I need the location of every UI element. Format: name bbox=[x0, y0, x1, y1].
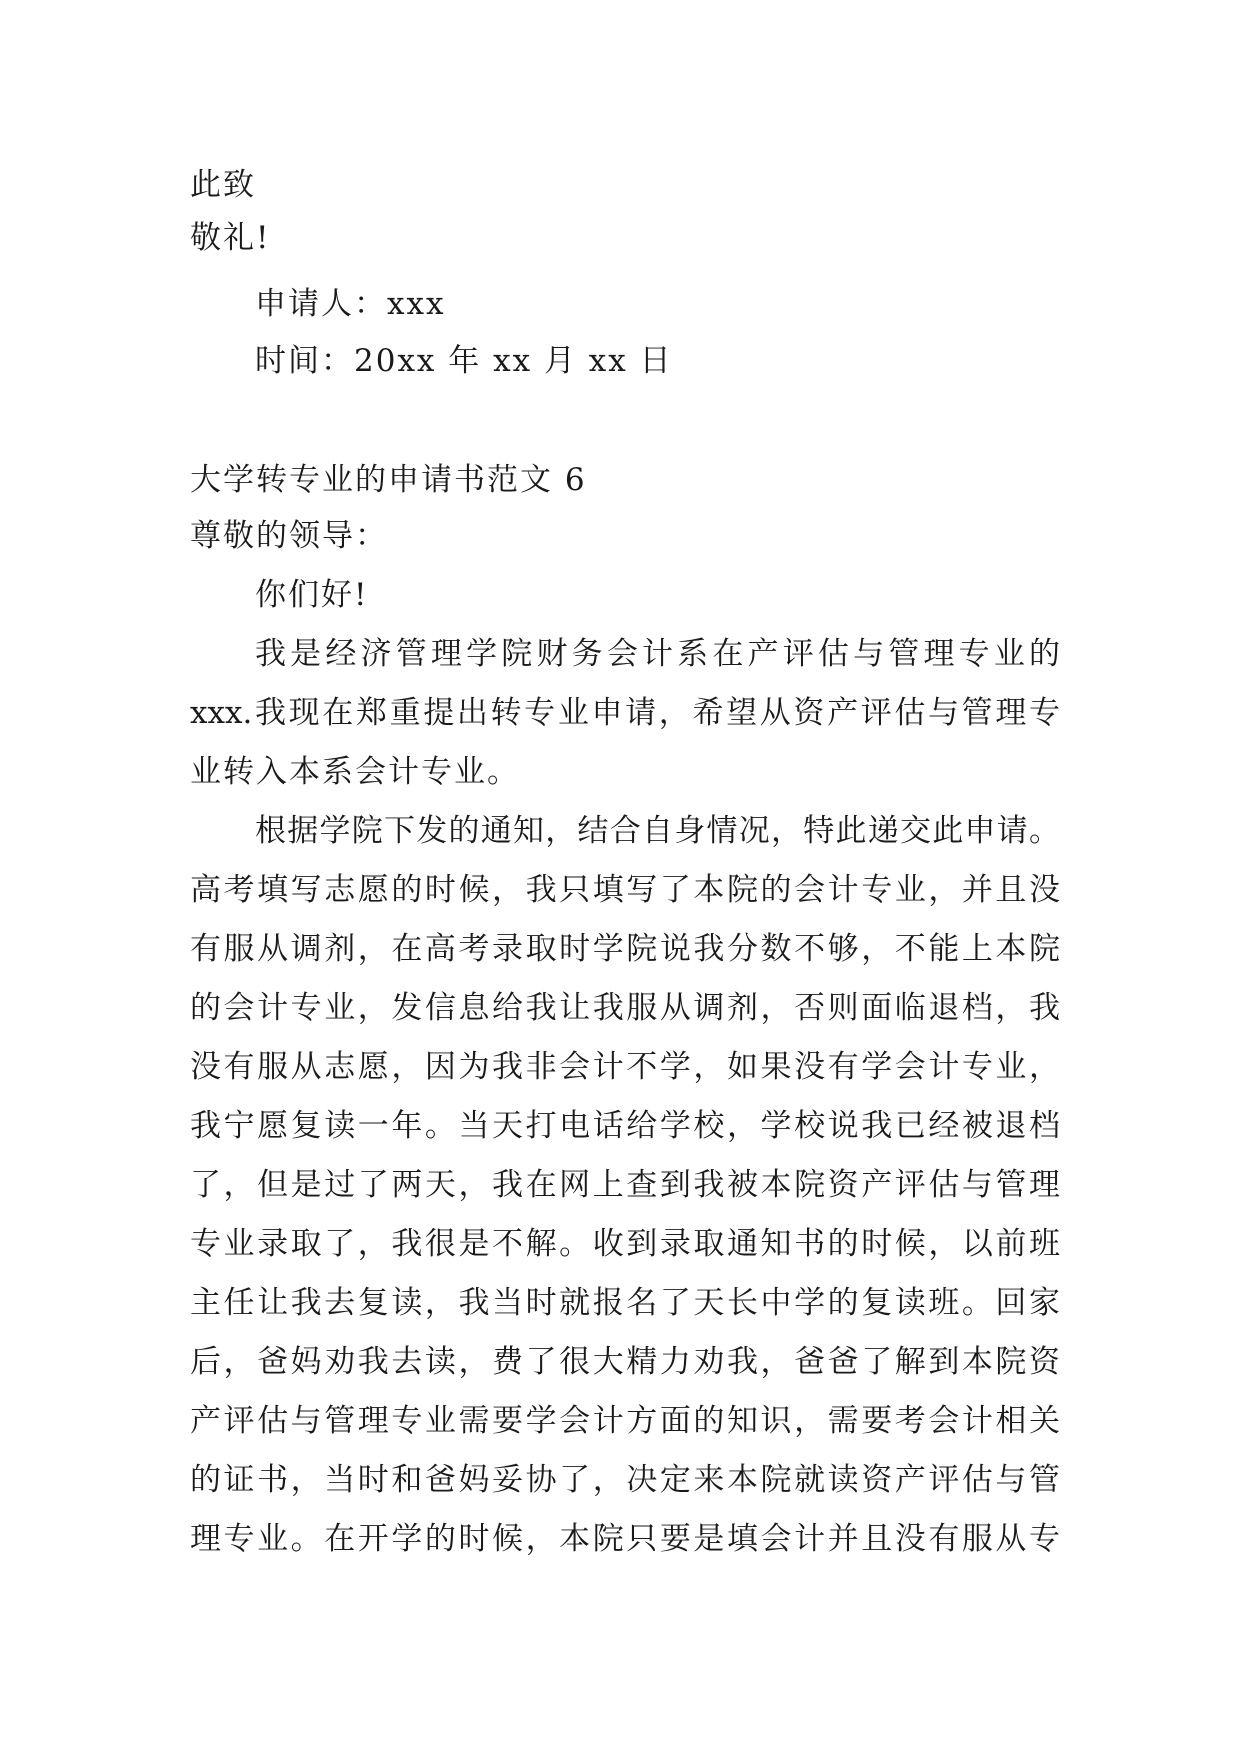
paragraph-2-line: 产评估与管理专业需要学会计方面的知识，需要考会计相关 bbox=[190, 1403, 1060, 1439]
application-date: 时间：20xx 年 xx 月 xx 日 bbox=[255, 343, 673, 379]
paragraph-2-line: 有服从调剂，在高考录取时学院说我分数不够，不能上本院 bbox=[190, 931, 1060, 967]
paragraph-2-line: 根据学院下发的通知，结合自身情况，特此递交此申请。 bbox=[255, 813, 1060, 849]
paragraph-2-line: 专业录取了，我很是不解。收到录取通知书的时候，以前班 bbox=[190, 1226, 1060, 1262]
paragraph-1-line: xxx.我现在郑重提出转专业申请，希望从资产评估与管理专 bbox=[190, 695, 1060, 731]
paragraph-2-line: 我宁愿复读一年。当天打电话给学校，学校说我已经被退档 bbox=[190, 1108, 1060, 1144]
paragraph-2-line: 没有服从志愿，因为我非会计不学，如果没有学会计专业， bbox=[190, 1049, 1060, 1085]
paragraph-2-line: 的会计专业，发信息给我让我服从调剂，否则面临退档，我 bbox=[190, 990, 1060, 1026]
greeting: 你们好! bbox=[255, 577, 369, 613]
salutation: 尊敬的领导： bbox=[190, 518, 388, 554]
paragraph-2-line: 理专业。在开学的时候，本院只要是填会计并且没有服从专 bbox=[190, 1521, 1060, 1557]
paragraph-2-line: 的证书，当时和爸妈妥协了，决定来本院就读资产评估与管 bbox=[190, 1462, 1060, 1498]
section-title: 大学转专业的申请书范文 6 bbox=[190, 462, 587, 498]
applicant-signature: 申请人：xxx bbox=[255, 286, 446, 322]
paragraph-2-line: 主任让我去复读，我当时就报名了天长中学的复读班。回家 bbox=[190, 1285, 1060, 1321]
paragraph-2-line: 后，爸妈劝我去读，费了很大精力劝我，爸爸了解到本院资 bbox=[190, 1344, 1060, 1380]
paragraph-1-line: 业转入本系会计专业。 bbox=[190, 754, 520, 790]
paragraph-2-line: 高考填写志愿的时候，我只填写了本院的会计专业，并且没 bbox=[190, 872, 1060, 908]
closing-line-1: 此致 bbox=[190, 167, 256, 203]
paragraph-1-line: 我是经济管理学院财务会计系在产评估与管理专业的 bbox=[255, 636, 1060, 672]
paragraph-2-line: 了，但是过了两天，我在网上查到我被本院资产评估与管理 bbox=[190, 1167, 1060, 1203]
closing-line-2: 敬礼! bbox=[190, 220, 271, 256]
